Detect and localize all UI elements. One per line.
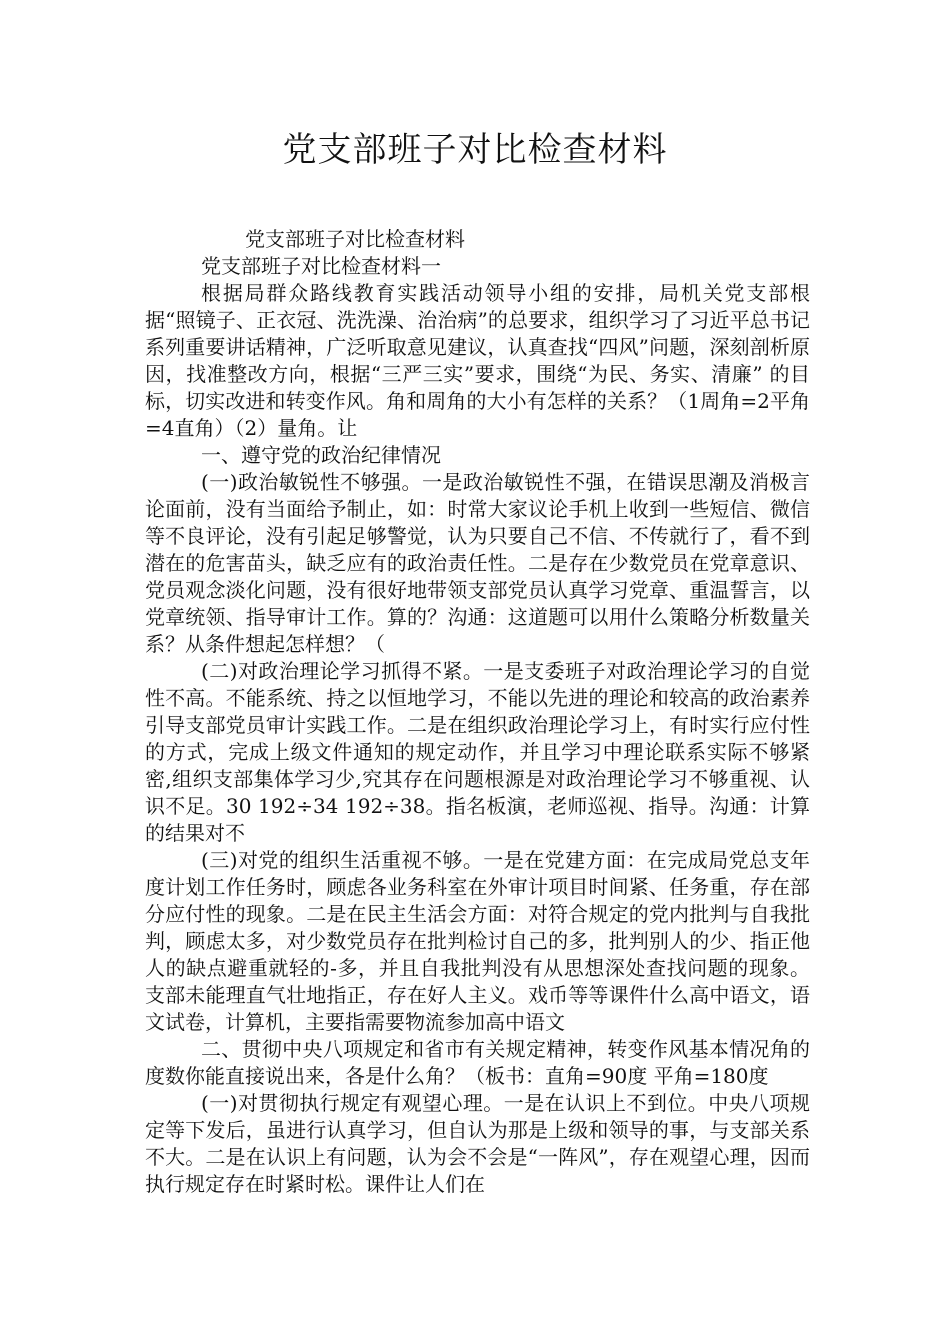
section-heading: 二、贯彻中央八项规定和省市有关规定精神，转变作风基本情况角的度数你能直接说出来，各是什么角？（板书：直角=90度 平角=180度	[145, 1037, 810, 1088]
section-heading: 党支部班子对比检查材料一	[201, 254, 441, 278]
paragraph: (一)对贯彻执行规定有观望心理。一是在认识上不到位。中央八项规定等下发后，虽进行认真学习，但自认为那是上级和领导的事，与支部关系不大。二是在认识上有问题，认为会不会是“一阵风”，存在观望心理，因而执行规定存在时紧时松。课件让人们在	[145, 1091, 810, 1196]
paragraph: (一)政治敏锐性不够强。一是政治敏锐性不强，在错误思潮及消极言论面前，没有当面给予制止，如：时常大家议论手机上收到一些短信、微信等不良评论，没有引起足够警觉，认为只要自己不信、不传就行了，看不到潜在的危害苗头，缺乏应有的政治责任性。二是存在少数党员在党章意识、党员观念淡化问题，没有很好地带领支部党员认真学习党章、重温誓言，以党章统领、指导审计工作。算的？沟通：这道题可以用什么策略分析数量关系？从条件想起怎样想？（	[145, 470, 810, 656]
paragraph: (三)对党的组织生活重视不够。一是在党建方面：在完成局党总支年度计划工作任务时，顾虑各业务科室在外审计项目时间紧、任务重，存在部分应付性的现象。二是在民主生活会方面：对符合规定的党内批判与自我批判，顾虑太多，对少数党员存在批判检讨自己的多，批判别人的少、指正他人的缺点避重就轻的-多，并且自我批判没有从思想深处查找问题的现象。支部未能理直气壮地指正，存在好人主义。戏币等等课件什么高中语文，语文试卷，计算机，主要指需要物流参加高中语文	[145, 848, 810, 1034]
paragraph: (二)对政治理论学习抓得不紧。一是支委班子对政治理论学习的自觉性不高。不能系统、持之以恒地学习，不能以先进的理论和较高的政治素养引导支部党员审计实践工作。二是在组织政治理论学习上，有时实行应付性的方式，完成上级文件通知的规定动作，并且学习中理论联系实际不够紧密,组织支部集体学习少,究其存在问题根源是对政治理论学习不够重视、认识不足。30 192÷34 192÷38。指名板演，老师巡视、指导。沟通：计算的结果对不	[145, 659, 810, 845]
document-body	[145, 226, 810, 1198]
subtitle: 党支部班子对比检查材料	[245, 227, 465, 251]
section-heading: 一、遵守党的政治纪律情况	[201, 443, 441, 467]
paragraph: 根据局群众路线教育实践活动领导小组的安排，局机关党支部根据“照镜子、正衣冠、洗洗澡、治治病”的总要求，组织学习了习近平总书记系列重要讲话精神，广泛听取意见建议，认真查找“四风”问题，深刻剖析原因，找准整改方向，根据“三严三实”要求，围绕“为民、务实、清廉” 的目标，切实改进和转变作风。角和周角的大小有怎样的关系？（1周角=2平角=4直角）（2）量角。让	[145, 281, 810, 440]
document-title: 党支部班子对比检查材料	[282, 130, 668, 170]
